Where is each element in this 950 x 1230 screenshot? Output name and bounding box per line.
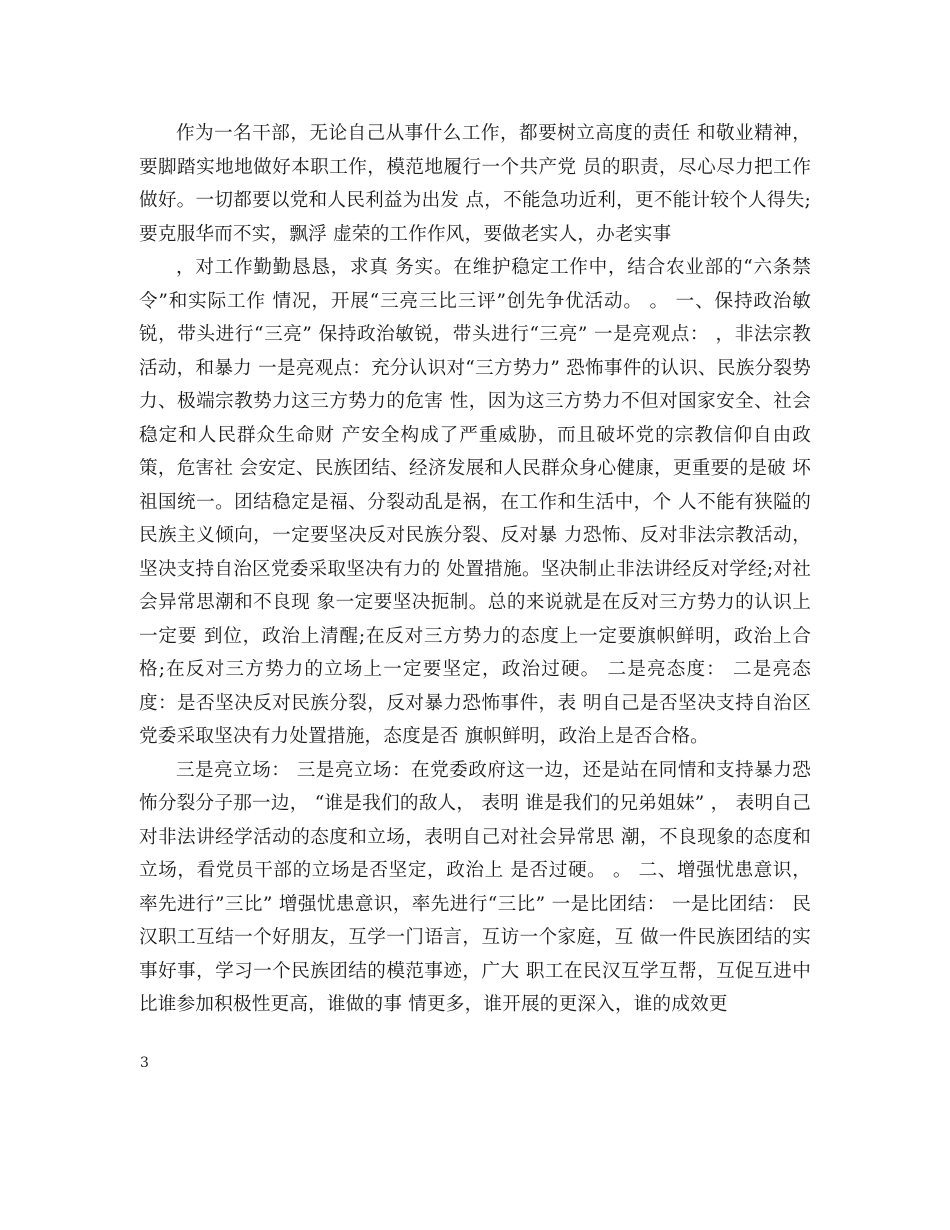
document-body bbox=[139, 117, 811, 1022]
page-number: 3 bbox=[140, 1055, 149, 1071]
paragraph: 作为一名干部，无论自己从事什么工作，都要树立高度的责任 和敬业精神，要脚踏实地地做好本职工作，模范地履行一个共产党 员的职责，尽心尽力把工作做好。一切都要以党和人民利益为出发 点，不能急功近利，更不能计较个人得失;要克服华而不实，飘浮 虚荣的工作作风，要做老实人，办老实事 bbox=[139, 123, 811, 245]
paragraph: ，对工作勤勤恳恳，求真 务实。在维护稳定工作中，结合农业部的“六条禁令”和实际工作 情况，开展“三亮三比三评”创先争优活动。 。 一、保持政治敏锐，带头进行“三亮” 保持政治敏锐，带头进行“三亮” 一是亮观点： ，非法宗教活动，和暴力 一是亮观点：充分认识对“三方势力” 恐怖事件的认识、民族分裂势力、极端宗教势力这三方势力的危害 性，因为这三方势力不但对国家安全、社会稳定和人民群众生命财 产安全构成了严重威胁，而且破坏党的宗教信仰自由政策，危害社 会安定、民族团结、经济发展和人民群众身心健康，更重要的是破 坏祖国统一。团结稳定是福、分裂动乱是祸，在工作和生活中，个 人不能有狭隘的民族主义倾向，一定要坚决反对民族分裂、反对暴 力恐怖、反对非法宗教活动，坚决支持自治区党委采取坚决有力的 处置措施。坚决制止非法讲经反对学经;对社会异常思潮和不良现 象一定要坚决扼制。总的来说就是在反对三方势力的认识上一定要 到位，政治上清醒;在反对三方势力的态度上一定要旗帜鲜明，政治上合格;在反对三方势力的立场上一定要坚定，政治过硬。 二是亮态度： 二是亮态度：是否坚决反对民族分裂，反对暴力恐怖事件，表 明自己是否坚决支持自治区党委采取坚决有力处置措施，态度是否 旗帜鲜明，政治上是否合格。 bbox=[139, 257, 811, 747]
paragraph: 三是亮立场： 三是亮立场：在党委政府这一边，还是站在同情和支持暴力恐怖分裂分子那一边， “谁是我们的敌人， 表明 谁是我们的兄弟姐妹” ， 表明自己对非法讲经学活动的态度和立场，表明自己对社会异常思 潮，不良现象的态度和立场，看党员干部的立场是否坚定，政治上 是否过硬。 。 二、增强忧患意识，率先进行”三比” 增强忧患意识，率先进行“三比” 一是比团结： 一是比团结： 民汉职工互结一个好朋友，互学一门语言，互访一个家庭，互 做一件民族团结的实事好事，学习一个民族团结的模范事迹，广大 职工在民汉互学互帮，互促互进中比谁参加积极性更高，谁做的事 情更多，谁开展的更深入，谁的成效更 bbox=[139, 759, 811, 1015]
